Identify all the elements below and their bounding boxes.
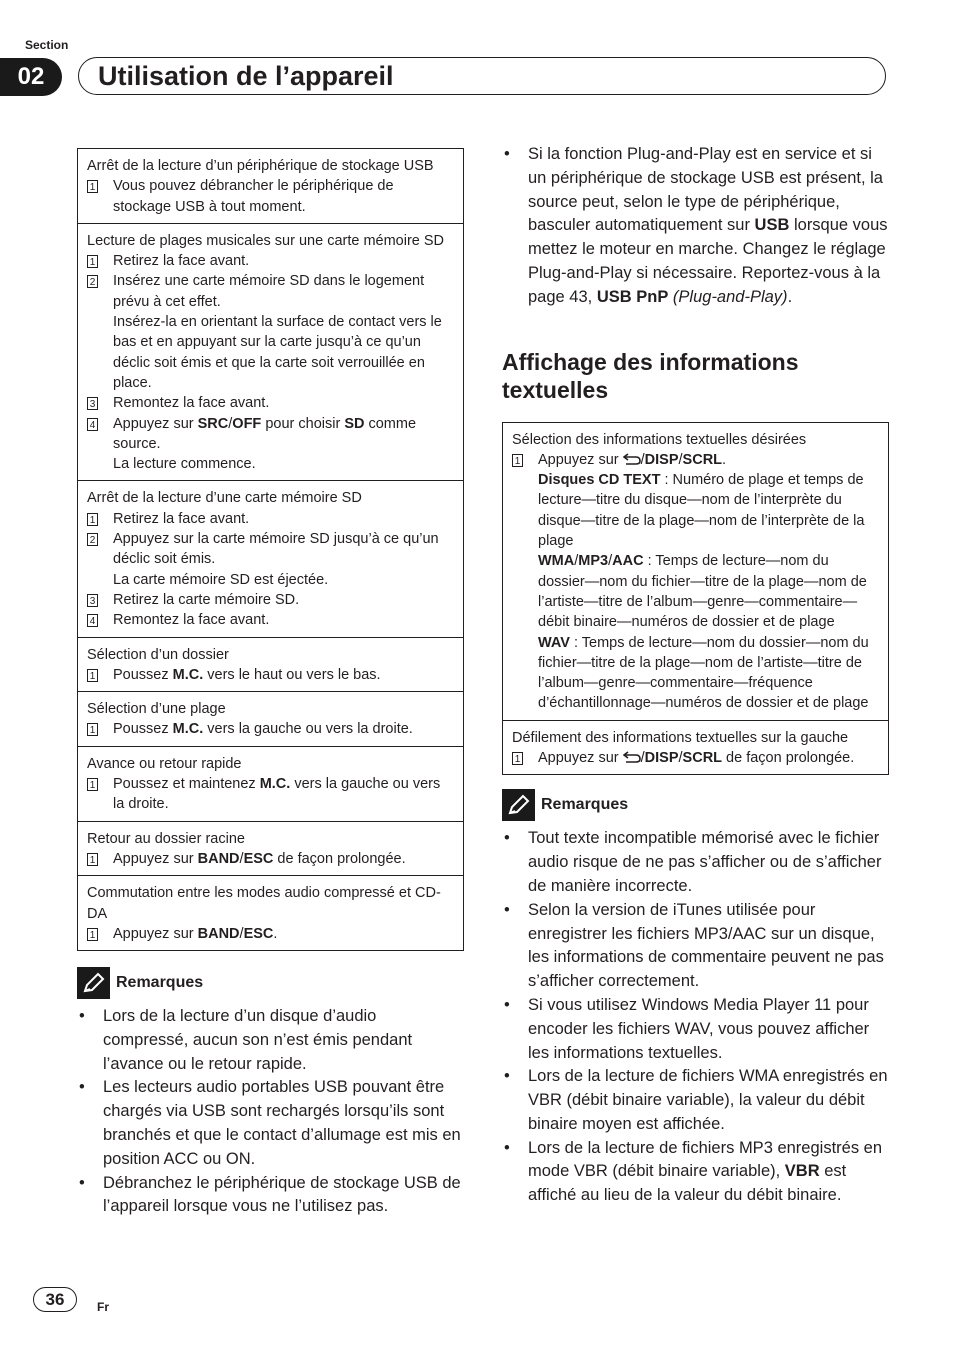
step-number: 1 [87, 928, 98, 941]
bullet-item: • Selon la version de iTunes utilisée pour enregistrer les fichiers MP3/AAC sur un disque, les informations de commentaire peuvent ne pas s’afficher correctement. [502, 899, 889, 994]
table-section [78, 746, 463, 821]
step-number: 1 [87, 853, 98, 866]
step-row [87, 924, 454, 944]
section-title: Lecture de plages musicales sur une carte mémoire SD [87, 232, 445, 249]
remarks-heading-left [77, 967, 464, 999]
bullet-item: • Lors de la lecture d’un disque d’audio compressé, aucun son n’est émis pendant l’avance ou le retour rapide. [77, 1005, 464, 1076]
step-row [87, 719, 454, 739]
bullet-item: • Lors de la lecture de fichiers WMA enregistrés en VBR (débit binaire variable), la valeur du débit binaire moyen est affichée. [502, 1065, 889, 1136]
step-text: Appuyez sur /DISP/SCRL. Disques CD TEXT : Numéro de plage et temps de lecture—titre du disque—nom de l’interprète du disque—titre de la plage—nom de l’interprète de la plage WMA/MP3/AAC : Temps de lecture—nom du dossier—nom du fichier—titre de la plage—nom de l’artiste—titre de l’album—genre—commentaire—débit binaire—numéros de dossier et de plage WAV : Temps de lecture—nom du dossier—nom du fichier—titre de la plage—nom de l’artiste—titre de l’album—genre—commentaire—fréquence d’échantillonnage—numéros de dossier et de plage [538, 451, 869, 712]
remarks-list-right [502, 827, 889, 1208]
bullet-item: • Si la fonction Plug-and-Play est en service et si un périphérique de stockage USB est présent, la source peut, selon le type de périphérique, basculer automatiquement sur USB lorsque vous mettez le moteur en marche. Changez le réglage Plug-and-Play si nécessaire. Reportez-vous à la page 43, USB PnP (Plug-and-Play). [502, 143, 889, 310]
section-title: Sélection d’un dossier [87, 646, 229, 663]
step-row [512, 450, 879, 714]
section-title: Arrêt de la lecture d’un périphérique de stockage USB [87, 158, 434, 174]
step-row [87, 176, 454, 217]
step-text: Remontez la face avant. [113, 395, 270, 412]
step-text: Insérez une carte mémoire SD dans le logement prévu à cet effet. Insérez-la en orientant la surface de contact vers le bas et en appuyant sur la carte jusqu’à ce qu’un déclic soit émis et que la carte soit verrouillée en place. [113, 273, 442, 391]
step-row [87, 529, 454, 590]
step-text: Appuyez sur la carte mémoire SD jusqu’à ce qu’un déclic soit émis. La carte mémoire SD est éjectée. [113, 531, 439, 588]
operations-table-right [502, 422, 889, 776]
right-column [502, 143, 889, 1208]
step-row [87, 849, 454, 869]
intro-list [502, 143, 889, 310]
step-text: Poussez et maintenez M.C. vers la gauche ou vers la droite. [113, 776, 441, 813]
step-text: Poussez M.C. vers le haut ou vers le bas. [113, 666, 381, 683]
step-text: Appuyez sur BAND/ESC. [113, 925, 278, 942]
section-title: Arrêt de la lecture d’une carte mémoire SD [87, 490, 362, 507]
step-number: 2 [87, 275, 98, 288]
step-text: Retirez la carte mémoire SD. [113, 591, 300, 608]
remarks-heading-right [502, 789, 889, 821]
step-text: Poussez M.C. vers la gauche ou vers la droite. [113, 721, 413, 738]
remarks-list-left [77, 1005, 464, 1219]
step-row [87, 665, 454, 685]
table-section [78, 223, 463, 481]
return-icon [623, 453, 641, 465]
section-label: Section [25, 38, 69, 52]
step-number: 1 [87, 723, 98, 736]
step-text: Appuyez sur BAND/ESC de façon prolongée. [113, 850, 406, 867]
language-code: Fr [97, 1300, 109, 1314]
remarks-title: Remarques [116, 974, 204, 992]
section-heading: Affichage des informations textuelles [502, 348, 799, 403]
step-row [87, 509, 454, 529]
table-section [78, 691, 463, 746]
remarks-title: Remarques [541, 796, 629, 814]
table-section [503, 423, 888, 720]
step-number: 1 [512, 454, 523, 467]
table-section [78, 875, 463, 950]
step-row [87, 393, 454, 413]
bullet-item: • Lors de la lecture de fichiers MP3 enregistrés en mode VBR (débit binaire variable), VBR est affiché au lieu de la valeur du débit binaire. [502, 1137, 889, 1208]
step-number: 3 [87, 594, 98, 607]
step-text: Vous pouvez débrancher le périphérique de stockage USB à tout moment. [113, 178, 394, 215]
section-title: Sélection des informations textuelles désirées [512, 431, 807, 448]
table-section [78, 821, 463, 876]
step-text: Remontez la face avant. [113, 612, 270, 629]
step-row [87, 774, 454, 815]
step-number: 4 [87, 418, 98, 431]
step-row [512, 748, 879, 768]
bullet-item: • Débranchez le périphérique de stockage USB de l’appareil lorsque vous ne l’utilisez pas. [77, 1172, 464, 1220]
return-icon [623, 751, 641, 763]
pencil-note-icon [77, 967, 110, 999]
step-number: 3 [87, 397, 98, 410]
step-number: 1 [512, 752, 523, 765]
step-number: 1 [87, 513, 98, 526]
step-number: 4 [87, 614, 98, 627]
table-section [78, 637, 463, 692]
step-number: 1 [87, 180, 98, 193]
step-text: Appuyez sur /DISP/SCRL de façon prolongée. [538, 750, 855, 767]
step-number: 1 [87, 669, 98, 682]
page-title: Utilisation de l’appareil [98, 61, 394, 91]
step-number: 1 [87, 255, 98, 268]
table-section [503, 720, 888, 775]
step-row [87, 251, 454, 271]
section-title: Défilement des informations textuelles sur la gauche [512, 729, 849, 746]
bullet-item: • Tout texte incompatible mémorisé avec le fichier audio risque de ne pas s’afficher ou de s’afficher de manière incorrecte. [502, 827, 889, 898]
pencil-note-icon [502, 789, 535, 821]
table-section [78, 480, 463, 636]
step-row [87, 271, 454, 393]
bullet-item: • Les lecteurs audio portables USB pouvant être chargés via USB sont rechargés lorsqu’ils sont branchés et que le contact d’allumage est mis en position ACC ou ON. [77, 1076, 464, 1171]
step-row [87, 414, 454, 475]
section-title: Avance ou retour rapide [87, 755, 242, 772]
table-section [78, 149, 463, 223]
step-row [87, 590, 454, 610]
section-title: Commutation entre les modes audio compressé et CD-DA [87, 885, 441, 922]
step-number: 2 [87, 533, 98, 546]
section-number: 02 [0, 58, 62, 96]
page-number: 36 [33, 1287, 77, 1312]
section-title: Sélection d’une plage [87, 701, 226, 718]
step-text: Retirez la face avant. [113, 253, 250, 270]
step-text: Appuyez sur SRC/OFF pour choisir SD comme source. La lecture commence. [113, 415, 417, 473]
left-column [77, 148, 464, 1219]
section-title: Retour au dossier racine [87, 830, 245, 847]
bullet-item: • Si vous utilisez Windows Media Player 11 pour encoder les fichiers WAV, vous pouvez afficher les informations textuelles. [502, 994, 889, 1065]
operations-table-left [77, 148, 464, 951]
step-text: Retirez la face avant. [113, 510, 250, 527]
step-number: 1 [87, 778, 98, 791]
step-row [87, 610, 454, 630]
